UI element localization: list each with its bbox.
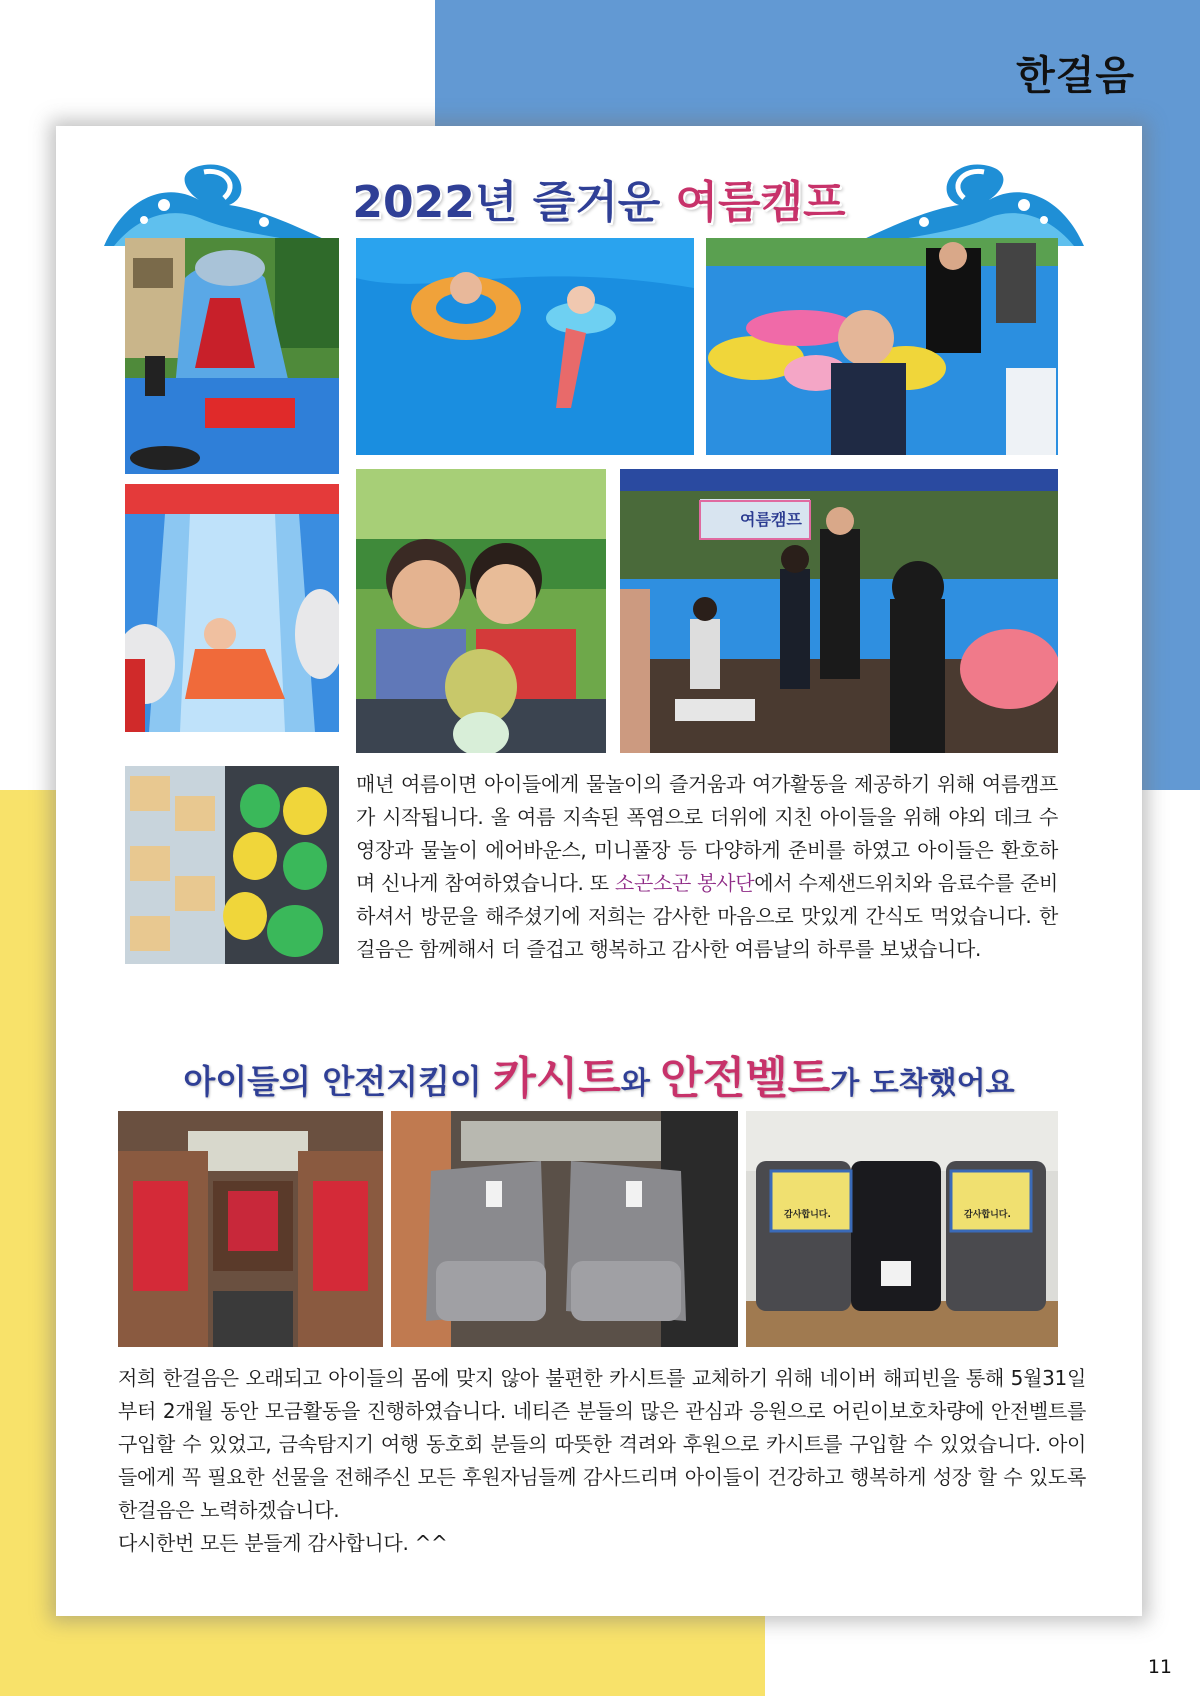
photo-sandwiches-and-drinks (125, 766, 339, 964)
photo-kids-with-floats (706, 238, 1058, 455)
newsletter-card (56, 126, 1142, 1616)
volunteer-group-name: 소곤소곤 봉사단 (614, 871, 755, 895)
carseat-paragraph (118, 1362, 1086, 1560)
summer-camp-text-2: 에서 수제샌드위치와 음료수를 준비하셔서 방문을 해주셨기에 저희는 감사한 마음으로 맛있게 간식도 먹었습니다. 한걸음은 함께해서 더 즐겁고 행복하고 감사한 여름날의 하루를 보냈습니다. (356, 871, 1058, 961)
summer-camp-paragraph (356, 768, 1058, 966)
photo-pool-deck (620, 469, 1058, 753)
carseat-title-part1: 아이들의 안전지킴이 (183, 1062, 494, 1101)
page-number: 11 (1147, 1656, 1172, 1678)
carseat-sign-text-right: 감사합니다. (964, 1210, 1011, 1220)
photo-carseats-with-signs (746, 1111, 1058, 1347)
photo-kid-on-slide (125, 484, 339, 732)
wave-decoration-right-icon (849, 160, 1084, 246)
carseat-title-part2: 와 (620, 1066, 661, 1101)
summer-camp-title-text: 2022년 즐거운 (352, 177, 676, 228)
carseat-paragraph-text: 저희 한걸음은 오래되고 아이들의 몸에 맞지 않아 불편한 카시트를 교체하기 위해 네이버 해피빈을 통해 5월31일부터 2개월 동안 모금활동을 진행하였습니다. 네티즌 분들의 많은 관심과 응원으로 어린이보호차량에 안전벨트를 구입할 수 있었고, 금속탐지기 여행 동호회 분들의 따뜻한 격려와 후원으로 카시트를 구입할 수 있었습니다. 아이들에게 꼭 필요한 선물을 전해주신 모든 후원자님들께 감사드리며 아이들이 건강하고 행복하게 성장 할 수 있도록 한걸음은 노력하겠습니다. (118, 1366, 1086, 1522)
summer-camp-text-1: 매년 여름이면 아이들에게 물놀이의 즐거움과 여가활동을 제공하기 위해 여름캠프가 시작됩니다. 올 여름 지속된 폭염으로 더위에 지친 아이들을 위해 야외 데크 수영장과 물놀이 에어바운스, 미니풀장 등 다양하게 준비를 하였고 아이들은 환호하며 신나게 참여하였습니다. 또 (356, 772, 1058, 895)
section-label: 한걸음 (1016, 53, 1135, 99)
photo-gray-carseats-in-vehicle (391, 1111, 738, 1347)
closing-thanks: 다시한번 모든 분들게 감사합니다. ^^ (118, 1531, 448, 1555)
photo-kids-drinking-melon (356, 469, 606, 753)
photo-inflatable-slide (125, 238, 339, 474)
carseat-title-part3: 가 도착했어요 (830, 1066, 1015, 1101)
carseat-title-accent1: 카시트 (493, 1053, 621, 1104)
summer-camp-title-accent: 여름캠프 (675, 177, 846, 228)
photo-van-seatbelts (118, 1111, 383, 1347)
pool-banner-text: 여름캠프 (740, 510, 802, 529)
carseat-title-accent2: 안전벨트 (660, 1053, 831, 1104)
carseat-sign-text-left: 감사합니다. (784, 1210, 831, 1220)
photo-babies-in-pool (356, 238, 694, 455)
carseat-title (56, 1042, 1142, 1106)
